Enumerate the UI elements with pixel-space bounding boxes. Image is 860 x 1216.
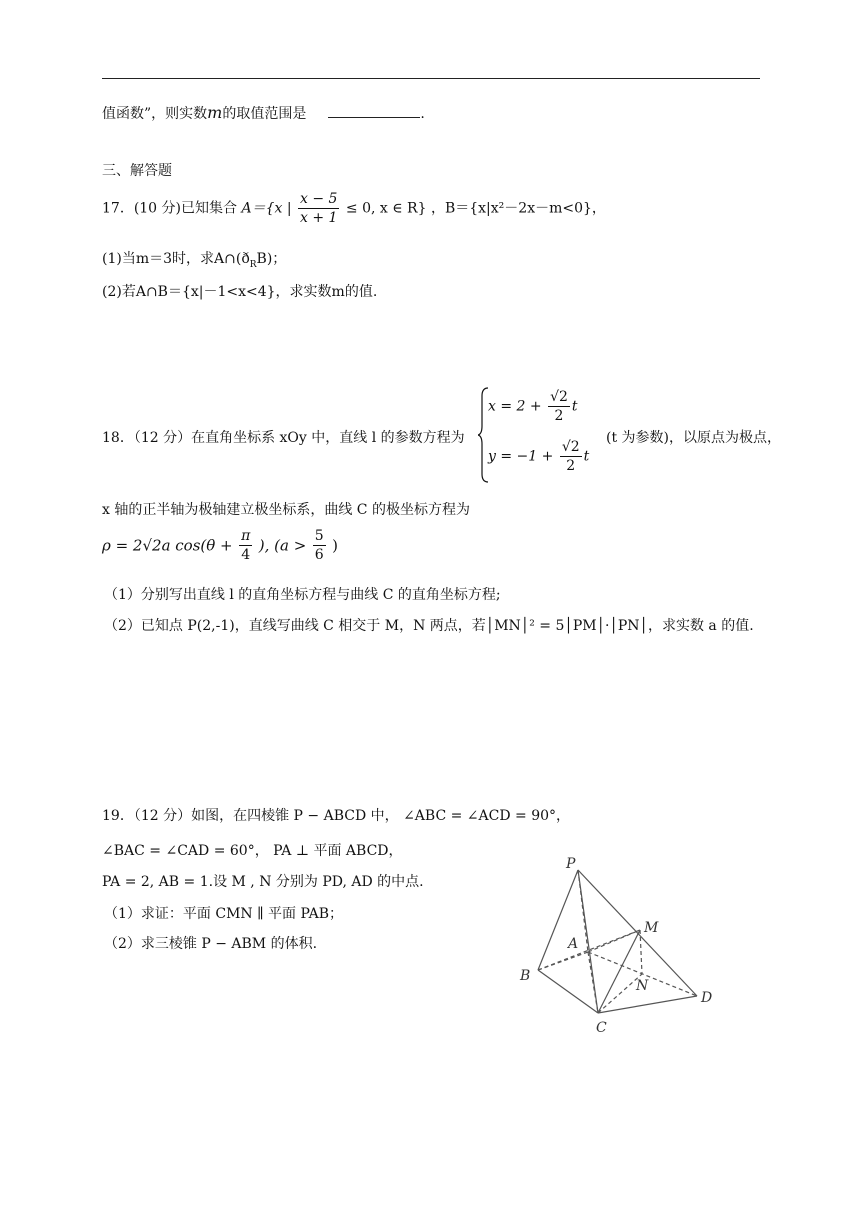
q18-eq1-two: 2 (554, 408, 564, 424)
continuation-text: 值函数”，则实数 (102, 106, 208, 122)
q19-part2: （2）求三棱锥 P − ABM 的体积. (104, 936, 318, 952)
q17-setA-rhs: ≤ 0, x ∈ R} (345, 200, 427, 217)
var-m: m (207, 103, 223, 122)
q18-param-system (478, 386, 598, 484)
q18-polar-lhs: ρ = 2√2a cos(θ + (102, 536, 233, 555)
label-B: B (520, 968, 531, 984)
q17-fraction (298, 190, 339, 227)
q17-statement (102, 190, 606, 227)
q17-frac-num: x − 5 (300, 191, 338, 207)
q18-polar-mid: ), (a > (258, 536, 307, 555)
continuation-line (102, 103, 425, 123)
pyramid-figure (510, 848, 720, 1040)
continuation-text2: 的取值范围是 (222, 106, 307, 122)
q17-part1-end: B)； (256, 251, 287, 267)
q18-eq2-t: t (583, 448, 590, 465)
section-title: 三、解答题 (102, 163, 172, 179)
q18-eq1 (488, 388, 578, 425)
q18-pi: π (241, 528, 251, 544)
q18-polar-eq (102, 527, 338, 564)
q18-eq1-lhs: x = 2 + (488, 398, 542, 415)
answer-blank (328, 103, 420, 118)
q18-tail: (t 为参数)，以原点为极点， (606, 430, 781, 446)
edge-PB (538, 870, 578, 970)
q17-part1-text: (1)当m＝3时，求A∩(ð (102, 251, 250, 267)
edge-CD (598, 996, 697, 1013)
q17-frac-den: x + 1 (300, 210, 338, 226)
q18-pi-frac (239, 527, 252, 564)
edge-CM (598, 930, 640, 1013)
q18-polar-end: ) (332, 536, 338, 555)
q17-part1-sub: R (249, 259, 257, 270)
label-C: C (596, 1020, 607, 1036)
q18-five-six-frac (313, 527, 326, 564)
q18-four: 4 (241, 547, 251, 563)
q18-eq2-two: 2 (566, 458, 576, 474)
q17-part2: (2)若A∩B＝{x|－1<x<4}，求实数m的值. (102, 284, 378, 300)
edge-BC (538, 970, 598, 1013)
q18-six: 6 (314, 547, 324, 563)
q19-line2: ∠BAC = ∠CAD = 60°， PA ⊥ 平面 ABCD， (102, 843, 403, 859)
q19-line3: PA = 2, AB = 1.设 M , N 分别为 PD, AD 的中点. (102, 874, 424, 890)
q18-eq1-t: t (571, 398, 578, 415)
q18-eq2 (488, 438, 589, 475)
q18-part1: （1）分别写出直线 l 的直角坐标方程与曲线 C 的直角坐标方程; (104, 587, 501, 603)
q18-eq2-lhs: y = −1 + (488, 448, 554, 465)
header-rule (102, 78, 760, 79)
q18-part2: （2）已知点 P(2,-1)，直线写曲线 C 相交于 M，N 两点，若│MN│² = 5│PM│·│PN│，求实数 a 的值. (104, 618, 754, 634)
q18-eq2-frac (560, 438, 582, 475)
label-D: D (701, 990, 713, 1006)
q18-line2: x 轴的正半轴为极轴建立极坐标系，曲线 C 的极坐标方程为 (102, 502, 470, 518)
q18-eq1-frac (548, 388, 570, 425)
q17-number: 17．(10 分)已知集合 (102, 200, 238, 217)
label-P: P (566, 856, 576, 872)
q17-setA-lhs: A＝{x | (241, 200, 292, 217)
q19-part1: （1）求证：平面 CMN ∥ 平面 PAB； (104, 906, 344, 922)
q18-five: 5 (314, 528, 324, 544)
q17-part1 (102, 248, 286, 270)
q17-setB: ，B＝{x|x²－2x－m<0}， (430, 200, 606, 217)
label-N: N (636, 978, 649, 994)
label-M: M (644, 920, 659, 936)
q18-eq2-sqrt2: √2 (561, 439, 580, 455)
q18-lead: 18．（12 分）在直角坐标系 xOy 中，直线 l 的参数方程为 (102, 430, 465, 446)
continuation-end: . (420, 106, 425, 122)
q19-line1: 19．（12 分）如图，在四棱锥 P − ABCD 中， ∠ABC = ∠ACD = 90°， (102, 808, 571, 824)
edge-AC (588, 952, 598, 1013)
q18-eq1-sqrt2: √2 (550, 389, 568, 405)
label-A: A (568, 936, 579, 952)
